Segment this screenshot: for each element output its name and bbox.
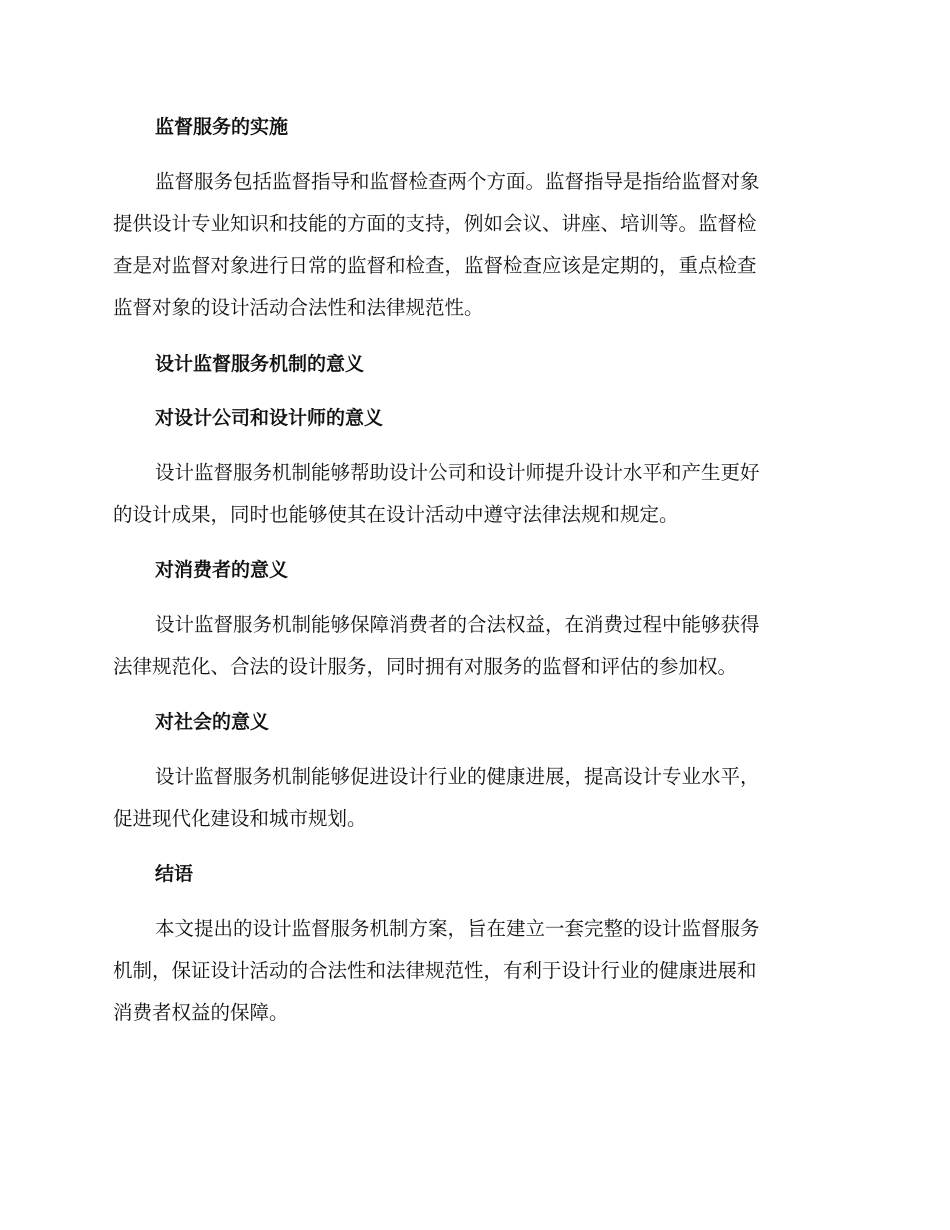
subheading-design-companies: 对设计公司和设计师的意义: [155, 407, 384, 429]
subheading-society: 对社会的意义: [155, 711, 270, 733]
paragraph-society: 设计监督服务机制能够促进设计行业的健康进展，提高设计专业水平， 促进现代化建设和城市规划。: [113, 765, 760, 830]
section-heading-implementation: 监督服务的实施: [155, 116, 289, 138]
paragraph-conclusion: 本文提出的设计监督服务机制方案，旨在建立一套完整的设计监督服务 机制，保证设计活动的合法性和法律规范性，有利于设计行业的健康进展和 消费者权益的保障。: [113, 917, 760, 1024]
document-page: [113, 0, 833, 1230]
paragraph-design-companies: 设计监督服务机制能够帮助设计公司和设计师提升设计水平和产生更好 的设计成果，同时也能够使其在设计活动中遵守法律法规和规定。: [113, 461, 760, 526]
paragraph-consumers: 设计监督服务机制能够保障消费者的合法权益，在消费过程中能够获得 法律规范化、合法的设计服务，同时拥有对服务的监督和评估的参加权。: [113, 613, 760, 678]
subheading-consumers: 对消费者的意义: [155, 559, 289, 581]
section-heading-conclusion: 结语: [155, 863, 194, 885]
paragraph-implementation: 监督服务包括监督指导和监督检查两个方面。监督指导是指给监督对象 提供设计专业知识和技能的方面的支持，例如会议、讲座、培训等。监督检 查是对监督对象进行日常的监督和检查，监督检查应该是定期的，重点检查 监督对象的设计活动合法性和法律规范性。: [113, 170, 760, 319]
section-heading-significance: 设计监督服务机制的意义: [155, 353, 365, 375]
